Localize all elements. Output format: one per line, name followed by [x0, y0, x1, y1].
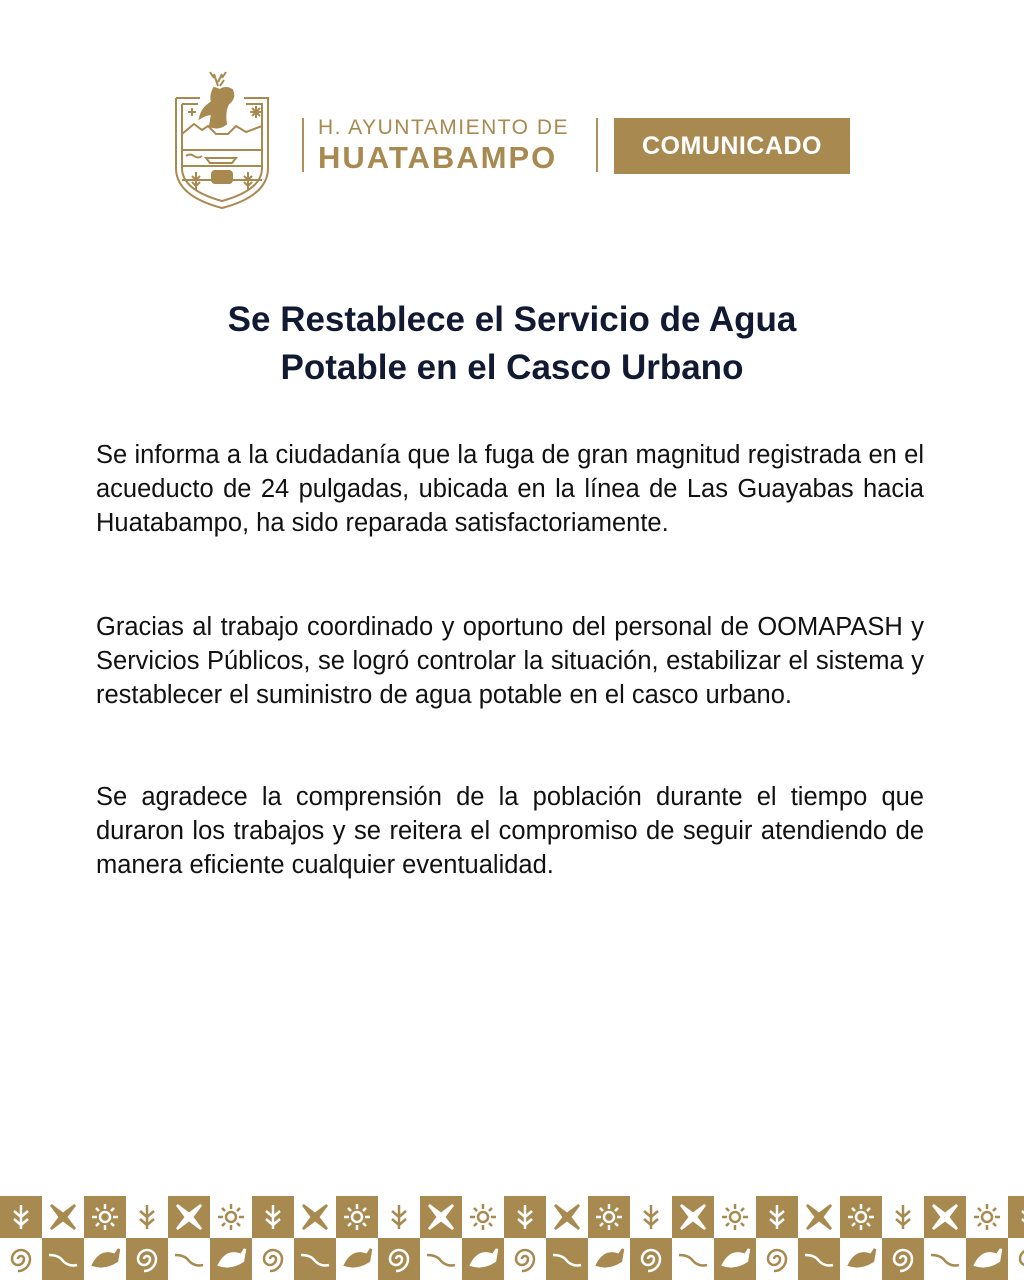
wave-icon — [931, 1255, 959, 1266]
header — [0, 0, 1024, 240]
org-name-line1: H. AYUNTAMIENTO DE — [318, 116, 570, 139]
wave-icon — [175, 1255, 203, 1266]
pattern-tile — [378, 1238, 420, 1280]
sun-icon — [470, 1204, 496, 1230]
pattern-tile — [126, 1238, 168, 1280]
badge-label: COMUNICADO — [642, 131, 822, 160]
pattern-tile — [1008, 1196, 1024, 1238]
paragraph-2: Gracias al trabajo coordinado y oportuno del personal de OOMAPASH y Servicios Públicos, se logró controlar la situación, estabilizar el sistema y restablecer el suministro de agua potable en el casco urbano. — [96, 613, 924, 709]
cross-star-icon — [807, 1205, 831, 1229]
pattern-tile — [630, 1238, 672, 1280]
pattern-tile — [336, 1196, 378, 1238]
wave-icon — [427, 1255, 455, 1266]
comunicado-badge — [614, 118, 850, 174]
wheat-icon — [644, 1205, 658, 1229]
divider-left — [302, 118, 304, 172]
paragraph-3: Se agradece la comprensión de la población durante el tiempo que duraron los trabajos y se reitera el compromiso de seguir atendiendo de manera eficiente cualquier eventualidad. — [96, 783, 924, 879]
wheat-icon — [140, 1205, 154, 1229]
headline-line1: Se Restablece el Servicio de Agua — [227, 300, 797, 339]
cross-star-icon — [51, 1205, 75, 1229]
wheat-icon — [896, 1205, 910, 1229]
fish-icon — [93, 1249, 119, 1266]
decorative-footer-pattern — [0, 1196, 1024, 1280]
pattern-tile — [840, 1196, 882, 1238]
sun-icon — [218, 1204, 244, 1230]
spiral-icon — [768, 1250, 786, 1271]
spiral-icon — [264, 1250, 282, 1271]
cross-star-icon — [303, 1205, 327, 1229]
headline-line2: Potable en el Casco Urbano — [280, 348, 744, 387]
cross-star-icon — [555, 1205, 579, 1229]
sun-icon — [722, 1204, 748, 1230]
spiral-icon — [12, 1250, 30, 1271]
spiral-icon — [516, 1250, 534, 1271]
municipal-crest-icon — [166, 68, 278, 218]
divider-right — [596, 118, 598, 172]
org-name-line2: HUATABAMPO — [318, 140, 558, 175]
paragraph-1: Se informa a la ciudadanía que la fuga de gran magnitud registrada en el acueducto de 24 pulgadas, ubicada en la línea de Las Guayabas hacia Huatabampo, ha sido reparada satisfactoriamente. — [96, 441, 924, 537]
pattern-tile — [882, 1238, 924, 1280]
fish-icon — [345, 1249, 371, 1266]
spiral-icon — [1020, 1250, 1024, 1271]
wheat-icon — [392, 1205, 406, 1229]
fish-icon — [597, 1249, 623, 1266]
fish-icon — [849, 1249, 875, 1266]
wave-icon — [679, 1255, 707, 1266]
headline — [0, 296, 1024, 392]
sun-icon — [974, 1204, 1000, 1230]
pattern-tile — [588, 1196, 630, 1238]
pattern-tile — [84, 1196, 126, 1238]
